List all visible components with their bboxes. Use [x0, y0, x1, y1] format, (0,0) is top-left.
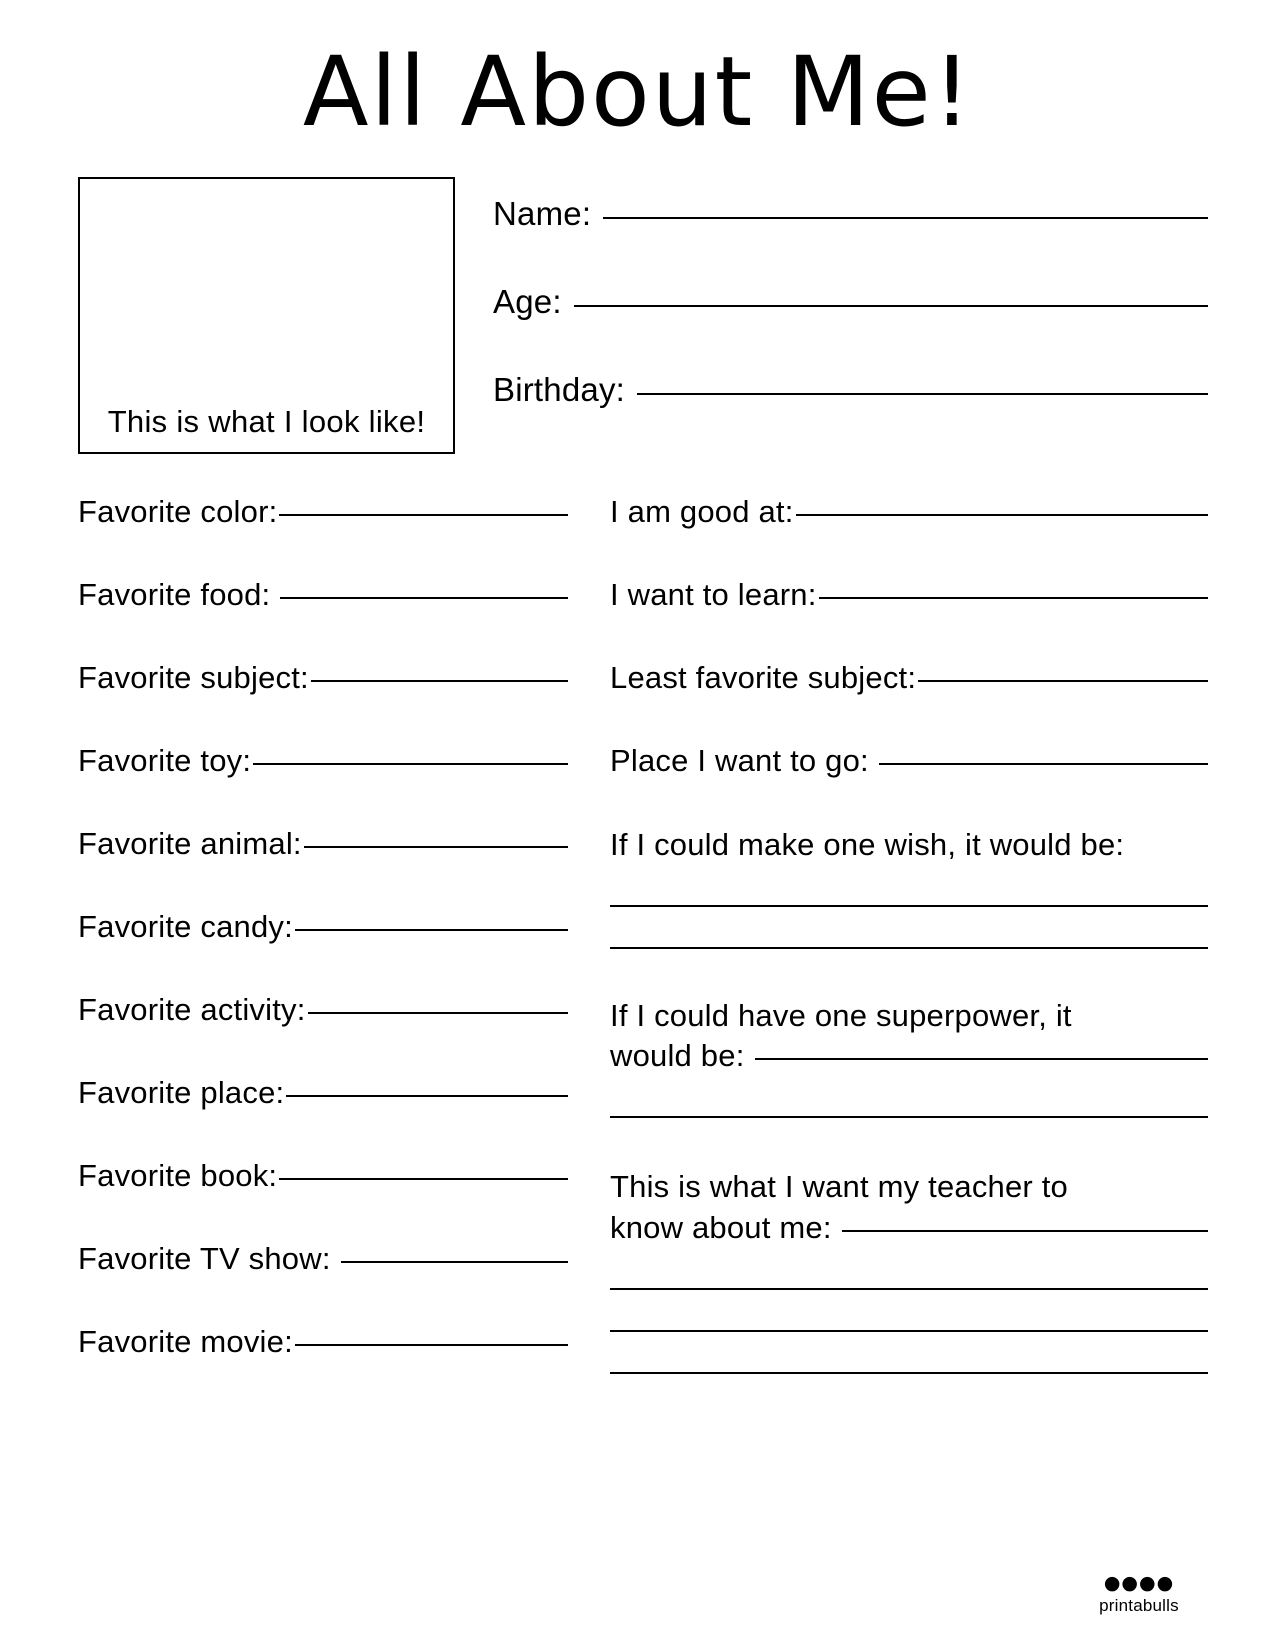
field-favorite-toy-input-line[interactable] [253, 763, 568, 765]
question-one-wish-text: If I could make one wish, it would be: [610, 826, 1125, 862]
field-least-favorite-subject [610, 660, 1208, 696]
field-favorite-food [78, 577, 568, 613]
field-favorite-subject [78, 660, 568, 696]
field-favorite-toy [78, 743, 568, 779]
field-favorite-subject-label: Favorite subject: [78, 659, 309, 695]
field-good-at-label: I am good at: [610, 493, 794, 529]
question-teacher-note-line-2[interactable] [610, 1288, 1208, 1290]
brand-name: printabulls [1099, 1596, 1179, 1615]
question-teacher-note [610, 1168, 1208, 1374]
field-favorite-place-label: Favorite place: [78, 1074, 285, 1110]
field-favorite-candy [78, 909, 568, 945]
question-superpower [610, 997, 1208, 1119]
field-favorite-movie-input-line[interactable] [295, 1344, 568, 1346]
field-favorite-book [78, 1158, 568, 1194]
field-good-at [610, 494, 1208, 530]
field-want-to-learn [610, 577, 1208, 613]
question-teacher-note-line-3[interactable] [610, 1330, 1208, 1332]
field-place-to-go-input-line[interactable] [879, 763, 1208, 765]
question-one-wish [610, 826, 1208, 949]
field-favorite-tv-show [78, 1241, 568, 1277]
body-columns [0, 494, 1276, 1407]
field-favorite-color-label: Favorite color: [78, 493, 278, 529]
field-favorite-toy-label: Favorite toy: [78, 742, 252, 778]
left-column [78, 494, 568, 1407]
page-title: All About Me! [302, 36, 974, 148]
question-teacher-note-line-4[interactable] [610, 1372, 1208, 1374]
field-favorite-movie-label: Favorite movie: [78, 1323, 293, 1359]
field-favorite-color-input-line[interactable] [279, 514, 568, 516]
field-favorite-food-label: Favorite food: [78, 576, 271, 612]
top-block [0, 177, 1276, 454]
field-favorite-color [78, 494, 568, 530]
field-favorite-book-label: Favorite book: [78, 1157, 278, 1193]
field-favorite-candy-label: Favorite candy: [78, 908, 293, 944]
field-place-to-go [610, 743, 1208, 779]
field-least-favorite-subject-input-line[interactable] [918, 680, 1208, 682]
field-favorite-place [78, 1075, 568, 1111]
field-want-to-learn-input-line[interactable] [819, 597, 1208, 599]
field-favorite-tv-show-label: Favorite TV show: [78, 1240, 331, 1276]
field-birthday-input-line[interactable] [637, 393, 1208, 395]
field-birthday [493, 371, 1208, 409]
field-favorite-activity-input-line[interactable] [308, 1012, 568, 1014]
field-favorite-subject-input-line[interactable] [311, 680, 568, 682]
field-age-input-line[interactable] [574, 305, 1208, 307]
field-good-at-input-line[interactable] [796, 514, 1208, 516]
field-place-to-go-label: Place I want to go: [610, 742, 869, 778]
paw-prints-icon: ●●●● [1103, 1572, 1175, 1594]
question-superpower-text-line2: would be: [610, 1038, 745, 1074]
field-favorite-place-input-line[interactable] [286, 1095, 568, 1097]
field-want-to-learn-label: I want to learn: [610, 576, 817, 612]
field-favorite-activity-label: Favorite activity: [78, 991, 306, 1027]
field-birthday-label: Birthday: [493, 370, 626, 408]
question-one-wish-line-2[interactable] [610, 947, 1208, 949]
field-name-input-line[interactable] [603, 217, 1208, 219]
field-name [493, 195, 1208, 233]
field-favorite-candy-input-line[interactable] [295, 929, 568, 931]
self-portrait-box[interactable] [78, 177, 455, 454]
field-favorite-book-input-line[interactable] [279, 1178, 568, 1180]
right-column [568, 494, 1208, 1407]
question-superpower-line-2[interactable] [610, 1116, 1208, 1118]
question-superpower-input-line[interactable] [755, 1058, 1208, 1060]
question-teacher-note-text: This is what I want my teacher to [610, 1169, 1068, 1205]
question-teacher-note-text-line2: know about me: [610, 1209, 832, 1245]
field-age [493, 283, 1208, 321]
field-favorite-animal-input-line[interactable] [304, 846, 568, 848]
self-portrait-caption: This is what I look like! [107, 403, 426, 439]
question-teacher-note-input-line[interactable] [842, 1230, 1208, 1232]
footer-logo [1074, 1574, 1204, 1616]
field-favorite-animal [78, 826, 568, 862]
question-one-wish-line-1[interactable] [610, 905, 1208, 907]
field-favorite-tv-show-input-line[interactable] [341, 1261, 568, 1263]
question-superpower-text: If I could have one superpower, it [610, 997, 1072, 1033]
field-favorite-food-input-line[interactable] [280, 597, 568, 599]
identity-fields [455, 177, 1208, 409]
field-age-label: Age: [493, 282, 562, 320]
field-name-label: Name: [493, 194, 592, 232]
field-favorite-movie [78, 1324, 568, 1360]
field-favorite-animal-label: Favorite animal: [78, 825, 302, 861]
field-least-favorite-subject-label: Least favorite subject: [610, 659, 917, 695]
field-favorite-activity [78, 992, 568, 1028]
